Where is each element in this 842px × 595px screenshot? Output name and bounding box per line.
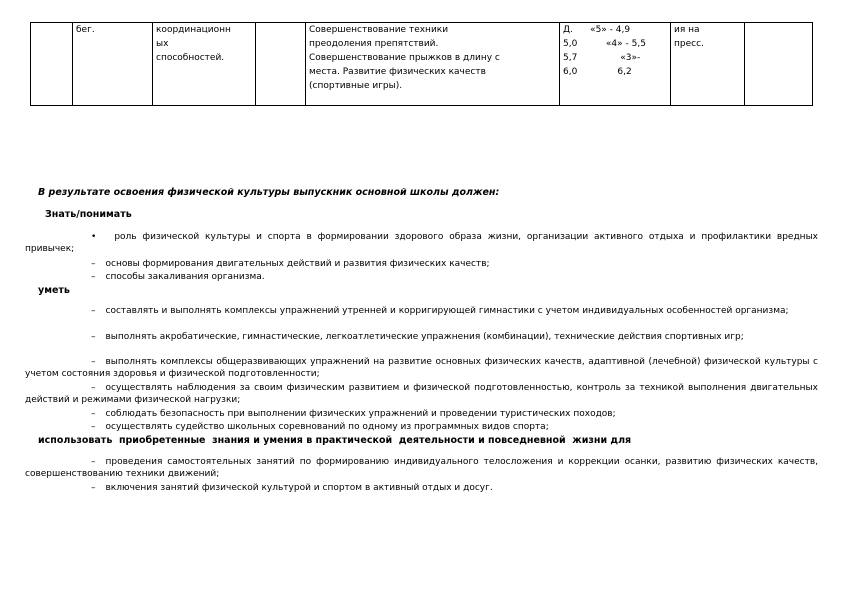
list-item-text: основы формирования двигательных действий и развития физических качеств;	[105, 259, 490, 269]
table-cell-1	[31, 23, 73, 106]
dash-icon: –	[91, 422, 96, 432]
list-item	[25, 408, 818, 420]
cell-line: Совершенствование техники	[309, 25, 449, 35]
list-item-text: включения занятий физической культурой и спортом в активный отдых и досуг.	[105, 483, 493, 493]
cell-line: Совершенствование прыжков в длину с	[309, 53, 500, 63]
dash-icon: –	[91, 259, 96, 269]
list-item	[25, 271, 818, 283]
list-item	[25, 482, 818, 494]
lesson-plan-table	[30, 22, 813, 106]
table-cell-4	[256, 23, 306, 106]
use-title: использовать приобретенные знания и умения в практической деятельности и повседневной жизни для	[38, 435, 632, 446]
list-item-text: способы закаливания организма.	[105, 272, 265, 282]
table-row	[31, 23, 813, 106]
know-title: Знать/понимать	[45, 209, 132, 220]
list-item	[25, 258, 818, 270]
dash-icon: –	[91, 457, 96, 467]
list-item-text: проведения самостоятельных занятий по формированию индивидуального телосложения и коррекции осанки, развитию физических качеств, совершенствованию техники движений;	[25, 457, 818, 480]
cell-line: бег.	[76, 25, 95, 35]
list-item	[25, 456, 818, 481]
dash-icon: –	[91, 409, 96, 419]
cell-line: (спортивные игры).	[309, 81, 403, 91]
list-item-text: осуществлять судейство школьных соревнований по одному из программных видов спорта;	[105, 422, 549, 432]
bullet-icon: •	[91, 232, 97, 242]
table-cell-7	[671, 23, 745, 106]
table-cell-3	[153, 23, 256, 106]
table-cell-2	[73, 23, 153, 106]
cell-line: пресс.	[674, 39, 704, 49]
list-item	[25, 231, 818, 256]
list-item	[25, 331, 818, 343]
cell-line: Д. «5» - 4,9	[563, 25, 631, 35]
dash-icon: –	[91, 483, 96, 493]
dash-icon: –	[91, 383, 96, 393]
cell-line: преодоления препятствий.	[309, 39, 439, 49]
dash-icon: –	[91, 306, 96, 316]
list-item	[25, 305, 818, 317]
list-item	[25, 356, 818, 381]
cell-line: места. Развитие физических качеств	[309, 67, 486, 77]
cell-line: способностей.	[156, 53, 225, 63]
dash-icon: –	[91, 272, 96, 282]
cell-line: координационн	[156, 25, 231, 35]
dash-icon: –	[91, 332, 96, 342]
list-item	[25, 421, 818, 433]
list-item-text: выполнять комплексы общеразвивающих упражнений на развитие основных физических качеств, адаптивной (лечебной) физической культуры с учетом состояния здоровья и физической подготовленности;	[25, 357, 818, 380]
list-item-text: выполнять акробатические, гимнастические, легкоатлетические упражнения (комбинации), технические действия спортивных игр;	[105, 332, 744, 342]
table-cell-6	[560, 23, 671, 106]
able-title: уметь	[38, 285, 70, 296]
table-cell-5	[306, 23, 560, 106]
list-item-text: роль физической культуры и спорта в формировании здорового образа жизни, организации активного отдыха и профилактики вредных привычек;	[25, 232, 818, 255]
cell-line: ия на	[674, 25, 700, 35]
list-item-text: соблюдать безопасность при выполнении физических упражнений и проведении туристических походов;	[105, 409, 616, 419]
list-item-text: составлять и выполнять комплексы упражнений утренней и корригирующей гимнастики с учетом индивидуальных особенностей организма;	[105, 306, 789, 316]
table-cell-8	[745, 23, 813, 106]
cell-line: 5,7 «3»-	[563, 53, 641, 63]
cell-line: 6,0 6,2	[563, 67, 632, 77]
section-heading: В результате освоения физической культуры выпускник основной школы должен:	[38, 187, 500, 198]
cell-line: 5,0 «4» - 5,5	[563, 39, 646, 49]
cell-line: ых	[156, 39, 169, 49]
list-item-text: осуществлять наблюдения за своим физическим развитием и физической подготовленностью, контроль за техникой выполнения двигательных действий и режимами физической нагрузки;	[25, 383, 818, 406]
dash-icon: –	[91, 357, 96, 367]
list-item	[25, 382, 818, 407]
